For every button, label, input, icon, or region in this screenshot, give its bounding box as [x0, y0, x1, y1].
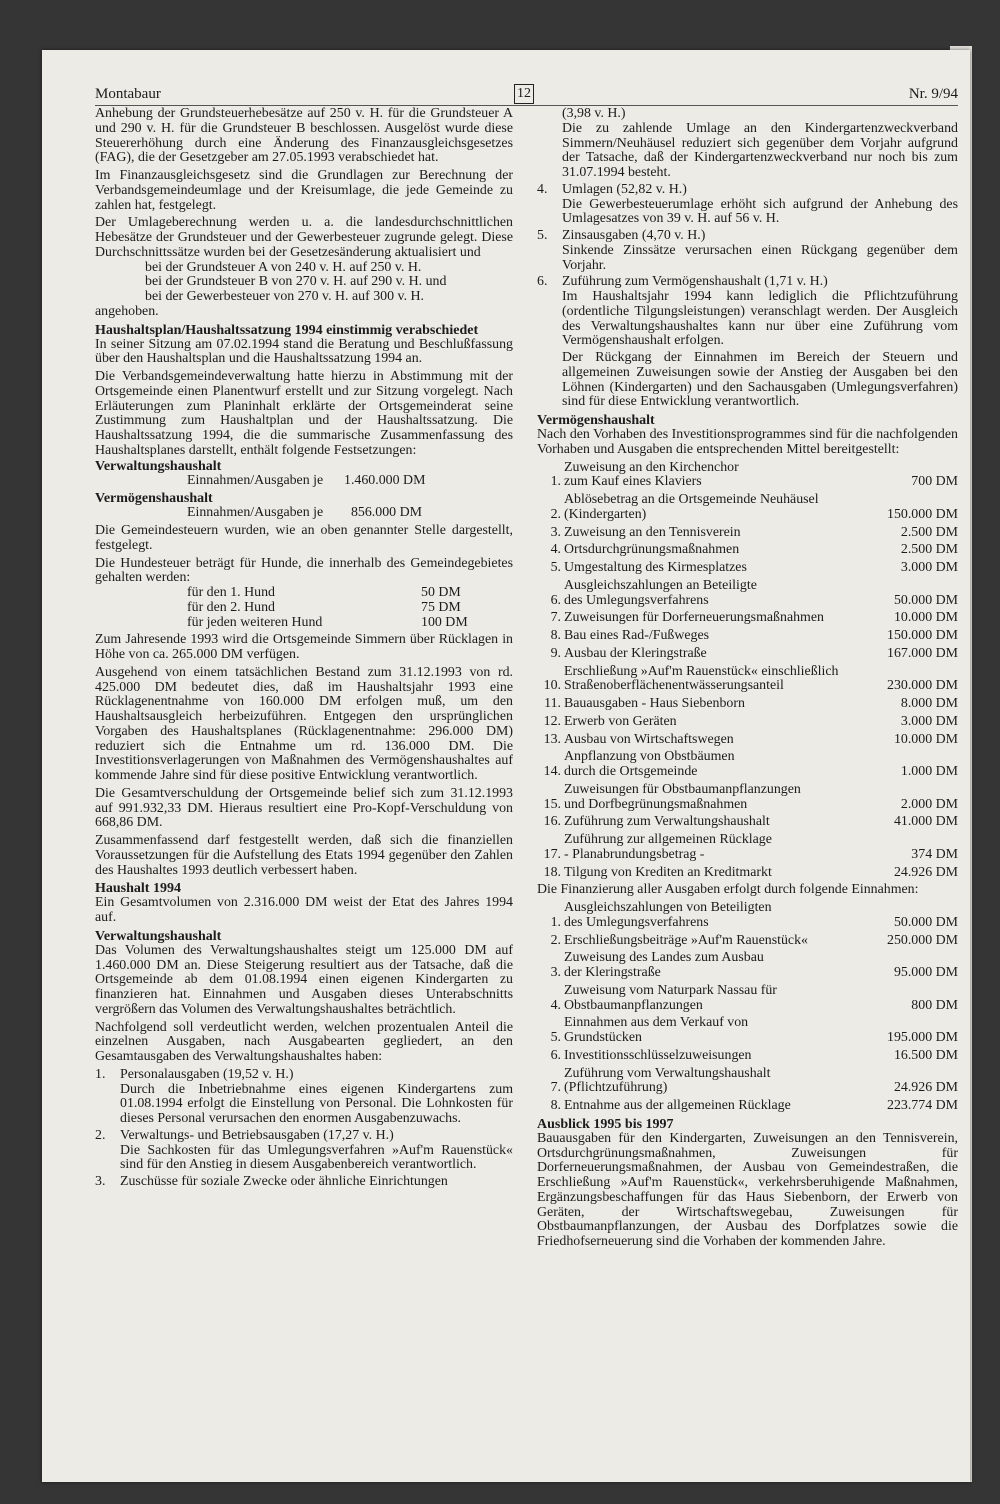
section-heading: Verwaltungshaushalt [95, 928, 222, 944]
expenditure-item: 10. Erschließung »Auf'm Rauenstück« einschließlich Straßenoberflächenentwässerungsanteil 230.000 DM [543, 663, 958, 694]
amount: 41.000 DM [893, 814, 958, 830]
expenditure-item: 5. Umgestaltung des Kirmesplatzes 3.000 DM [550, 560, 958, 575]
paragraph: Das Volumen des Verwaltungshaushaltes steigt um 125.000 DM auf 1.460.000 DM an. Diese Steigerung resultiert aus der Tatsache, daß die Ortsgemeinde ab dem 01.08.1994 einen eigenen Kindergarten zu finanzieren hat. Einnahmen und Ausgaben dieses Unterabschnitts vergrößern das Volumen des Verwaltungshaushaltes beträchtlich. [95, 942, 513, 1017]
amount: 3.000 DM [900, 560, 958, 575]
expenditure-item: 6. Ausgleichszahlungen an Beteiligte des Umlegungsverfahrens 50.000 DM [550, 577, 958, 608]
income-item: 2. Erschließungsbeiträge »Auf'm Rauenstück« 250.000 DM [550, 932, 958, 948]
amount: 24.926 DM [893, 864, 958, 880]
amount: 24.926 DM [893, 1080, 958, 1096]
paragraph: Ein Gesamtvolumen von 2.316.000 DM weist der Etat des Jahres 1994 auf. [95, 895, 513, 925]
amount: 250.000 DM [887, 932, 958, 948]
amount: 150.000 DM [887, 506, 958, 522]
expenditure-item: 2. Ablösebetrag an die Ortsgemeinde Neuhäusel (Kindergarten) 150.000 DM [550, 492, 958, 522]
list-item: 1. Personalausgaben (19,52 v. H.) Durch die Inbetriebnahme eines eigenen Kindergartens zum 01.08.1994 erfolgt die Einstellung von Personal. Die Lohnkosten für dieses Personal verursachen den enormen Ausgabenzuwachs. [95, 1066, 513, 1126]
amount: 2.000 DM [900, 796, 958, 812]
paragraph: Nach den Vorhaben des Investitionsprogrammes sind für die nachfolgenden Vorhaben und Ausgaben die entsprechenden Mittel bereitgestellt: [537, 427, 958, 457]
expenditure-item: 11. Bauausgaben - Haus Siebenborn 8.000 DM [544, 696, 958, 711]
amount: 800 DM [911, 997, 958, 1013]
amount: 230.000 DM [887, 678, 958, 694]
paragraph: Die Hundesteuer beträgt für Hunde, die innerhalb des Gemeindegebietes gehalten werden: [95, 555, 513, 586]
income-item: 7. Zuführung vom Verwaltungshaushalt (Pflichtzuführung) 24.926 DM [550, 1065, 958, 1096]
paragraph: Anhebung der Grundsteuerhebesätze auf 250 v. H. für die Grundsteuer A und 290 v. H. für die Grundsteuer B beschlossen. Ausgelöst wurde diese Steuererhöhung durch eine Änderung des Finanzausgleichsgesetzes (FAG), die der Gesetzgeber am 27.05.1993 verabschiedet hat. [95, 106, 513, 166]
expenditure-item: 9. Ausbau der Kleringstraße 167.000 DM [550, 645, 958, 661]
paragraph: Die Gemeindesteuern wurden, wie an oben genannter Stelle dargestellt, festgelegt. [95, 523, 513, 553]
section-heading: Vermögenshaushalt [537, 413, 655, 428]
paragraph: Der Umlageberechnung werden u. a. die landesdurchschnittlichen Hebesätze der Grundsteuer und der Gewerbesteuer zugrunde gelegt. Diese Durchschnittssätze wurden bei der Gesetzesänderung aktualisiert und [95, 215, 513, 260]
header-place: Montabaur [95, 86, 161, 102]
expenditure-item: 16. Zuführung zum Verwaltungshaushalt 41.000 DM [543, 814, 958, 830]
page-header [95, 86, 958, 106]
amount: 150.000 DM [887, 628, 958, 643]
section-heading: Ausblick 1995 bis 1997 [537, 1116, 674, 1132]
expenditure-item: 12. Erwerb von Geräten 3.000 DM [543, 713, 958, 729]
list-item: Der Rückgang der Einnahmen im Bereich der Steuern und allgemeinen Zuweisungen sowie der Anstieg der Ausgaben bei den Löhnen (Kindergarten) und den Sachausgaben (Umlegungsverfahren) sind für diese Entwicklung verantwortlich. [562, 350, 958, 410]
income-item: 8. Entnahme aus der allgemeinen Rücklage 223.774 DM [550, 1098, 958, 1113]
paragraph: In seiner Sitzung am 07.02.1994 stand die Beratung und Beschlußfassung über den Haushaltsplan und die Haushaltssatzung 1994 an. [95, 336, 513, 367]
dog-tax-row: für den 1. Hund 50 DM [187, 585, 461, 600]
expenditure-item: 13. Ausbau von Wirtschaftswegen 10.000 DM [543, 731, 958, 747]
budget-line: Einnahmen/Ausgaben je 856.000 DM [187, 505, 422, 521]
paragraph: Die Finanzierung aller Ausgaben erfolgt durch folgende Einnahmen: [537, 882, 919, 898]
amount: 223.774 DM [887, 1098, 958, 1113]
amount: 50.000 DM [893, 914, 958, 930]
amount: 10.000 DM [893, 731, 958, 747]
list-item: 3. Zuschüsse für soziale Zwecke oder ähnliche Einrichtungen [95, 1174, 448, 1189]
expenditure-item: 4. Ortsdurchgrünungsmaßnahmen 2.500 DM [550, 542, 958, 558]
expenditure-list [537, 461, 958, 881]
paragraph: Die Gesamtverschuldung der Ortsgemeinde belief sich zum 31.12.1993 auf 991.932,33 DM. Hieraus resultiert eine Pro-Kopf-Verschuldung von 668,86 DM. [95, 785, 513, 831]
income-item: 6. Investitionsschlüsselzuweisungen 16.500 DM [550, 1047, 958, 1063]
expenditure-item: 3. Zuweisung an den Tennisverein 2.500 DM [550, 524, 958, 540]
expenditure-item: 14. Anpflanzung von Obstbäumen durch die Ortsgemeinde 1.000 DM [543, 749, 958, 779]
rate-line: bei der Gewerbesteuer von 270 v. H. auf 300 v. H. [145, 289, 425, 304]
income-list [537, 901, 958, 1114]
paragraph: Nachfolgend soll verdeutlicht werden, welchen prozentualen Anteil die einzelnen Ausgaben, nach Ausgabearten gegliedert, an den Gesamtausgaben des Verwaltungshaushaltes haben: [95, 1019, 513, 1064]
section-heading: Haushaltsplan/Haushaltssatzung 1994 einstimmig verabschiedet [95, 322, 479, 338]
expenditure-item: 15. Zuweisungen für Obstbaumanpflanzungen und Dorfbegrünungsmaßnahmen 2.000 DM [543, 781, 958, 812]
expenditure-item: 7. Zuweisungen für Dorferneuerungsmaßnahmen 10.000 DM [550, 610, 958, 626]
paragraph: Bauausgaben für den Kindergarten, Zuweisungen an den Tennisverein, Ortsdurchgrünungsmaßnahmen, Zuweisungen für Dorferneuerungsmaßnahmen, der Ausbau von Gemeindestraßen, die Erschließung »Auf'm Rauenstück«, verkehrsberuhigende Maßnahmen, Ergänzungsbeschaffungen für das Haus Siebenborn, der Erwerb von Geräten, der Wirtschaftswegebau, Zuweisungen für Obstbaumanpflanzungen, der Ausbau des Dorfplatzes sowie die Friedhofserneuerung sind die Vorhaben der kommenden Jahre. [537, 1130, 958, 1249]
paragraph: Ausgehend von einem tatsächlichen Bestand zum 31.12.1993 von rd. 425.000 DM bedeutet dies, daß im Haushaltsjahr 1993 eine Rücklagenentnahme von 160.000 DM erfolgen muß, um den Haushaltsausgleich herbeizuführen. Entgegen den ursprünglichen Vorgaben des Haushaltsplanes (Rücklagenentnahme: 296.000 DM) reduziert sich die Entnahme um rd. 136.000 DM. Die Investitionsverlagerungen von Maßnahmen des Vermögenshaushaltes auf kommende Jahre sind für diese positive Entwicklung verantwortlich. [95, 664, 513, 783]
expenditure-item: 17. Zuführung zur allgemeinen Rücklage - Planabrundungsbetrag - 374 DM [543, 832, 958, 862]
amount: 50.000 DM [893, 592, 958, 608]
expenditure-item: 8. Bau eines Rad-/Fußweges 150.000 DM [550, 628, 958, 643]
paragraph: Zusammenfassend darf festgestellt werden, daß sich die finanziellen Voraussetzungen für die Aufstellung des Etats 1994 gegenüber den Zahlen des Haushaltes 1993 deutlich verbessert haben. [95, 833, 513, 878]
expenditure-item: 1. Zuweisung an den Kirchenchor zum Kauf eines Klaviers 700 DM [550, 459, 958, 490]
amount: 167.000 DM [887, 645, 958, 661]
list-item: 5. Zinsausgaben (4,70 v. H.) Sinkende Zinssätze verursachen einen Rückgang gegenüber dem Vorjahr. [537, 228, 958, 273]
budget-line: Einnahmen/Ausgaben je 1.460.000 DM [187, 472, 426, 488]
paragraph: Die Verbandsgemeindeverwaltung hatte hierzu in Abstimmung mit der Ortsgemeinde einen Planentwurf erstellt und zur Sitzung vorgelegt. Nach Erläuterungen zum Planinhalt erklärte der Ortsgemeinderat seine Zustimmung zum Haushaltplan und der Haushaltssatzung. Die Haushaltssatzung 1994, die die summarische Zusammenfassung des Haushaltsplanes darstellt, enthält folgende Festsetzungen: [95, 369, 513, 458]
left-column [95, 107, 513, 1192]
amount: 700 DM [911, 474, 958, 490]
issue-number: Nr. 9/94 [908, 86, 958, 102]
dog-tax-row: für jeden weiteren Hund 100 DM [187, 614, 468, 630]
amount: 195.000 DM [887, 1030, 958, 1045]
list-item: 2. Verwaltungs- und Betriebsausgaben (17,27 v. H.) Die Sachkosten für das Umlegungsverfahren »Auf'm Rauenstück« sind für den Anstieg in diesem Ausgabenbereich verantwortlich. [95, 1127, 513, 1173]
income-item: 5. Einnahmen aus dem Verkauf von Grundstücken 195.000 DM [550, 1015, 958, 1045]
amount: 2.500 DM [900, 542, 958, 558]
section-heading: Vermögenshaushalt [95, 491, 213, 507]
paragraph: angehoben. [95, 303, 159, 319]
income-item: 4. Zuweisung vom Naturpark Nassau für Obstbaumanpflanzungen 800 DM [550, 982, 958, 1013]
paragraph: Im Finanzausgleichsgesetz sind die Grundlagen zur Berechnung der Verbandsgemeindeumlage und der Kreisumlage, die jede Gemeinde zu zahlen hat, festgelegt. [95, 168, 513, 213]
income-item: 1. Ausgleichszahlungen von Beteiligten des Umlegungsverfahrens 50.000 DM [550, 900, 958, 930]
rate-line: bei der Grundsteuer B von 270 v. H. auf 290 v. H. und [145, 274, 447, 290]
amount: 8.000 DM [900, 696, 958, 711]
amount: 2.500 DM [900, 524, 958, 540]
dog-tax-row: für den 2. Hund 75 DM [187, 599, 461, 615]
amount: 1.000 DM [900, 764, 958, 779]
rate-line: bei der Grundsteuer A von 240 v. H. auf 250 v. H. [145, 259, 422, 275]
page-number: 12 [514, 84, 534, 104]
amount: 95.000 DM [893, 965, 958, 980]
section-heading: Haushalt 1994 [95, 881, 181, 897]
list-item: 4. Umlagen (52,82 v. H.) Die Gewerbesteuerumlage erhöht sich aufgrund der Anhebung des Umlagesatzes von 39 v. H. auf 56 v. H. [537, 181, 958, 227]
income-item: 3. Zuweisung des Landes zum Ausbau der Kleringstraße 95.000 DM [550, 950, 958, 980]
paragraph: Zum Jahresende 1993 wird die Ortsgemeinde Simmern über Rücklagen in Höhe von ca. 265.000 DM verfügen. [95, 632, 513, 662]
amount: 374 DM [911, 846, 958, 862]
right-column [537, 107, 958, 1253]
expenditure-item: 18. Tilgung von Krediten an Kreditmarkt 24.926 DM [543, 864, 958, 880]
list-item: 6. Zuführung zum Vermögenshaushalt (1,71 v. H.) Im Haushaltsjahr 1994 kann lediglich die Pflichtzuführung (ordentliche Tilgungsleistungen) veranschlagt werden. Der Ausgleich des Verwaltungshaushaltes kann nur über eine Zuführung vom Vermögenshaushalt erfolgen. [537, 274, 958, 349]
amount: 3.000 DM [900, 713, 958, 729]
section-heading: Verwaltungshaushalt [95, 458, 222, 474]
amount: 10.000 DM [893, 610, 958, 626]
amount: 16.500 DM [893, 1047, 958, 1063]
list-item: (3,98 v. H.) Die zu zahlende Umlage an den Kindergartenzweckverband Simmern/Neuhäusel reduziert sich gegenüber dem Vorjahr aufgrund der Tatsache, daß der Kindergartenzweckverband nur noch bis zum 31.07.1994 besteht. [562, 106, 958, 180]
